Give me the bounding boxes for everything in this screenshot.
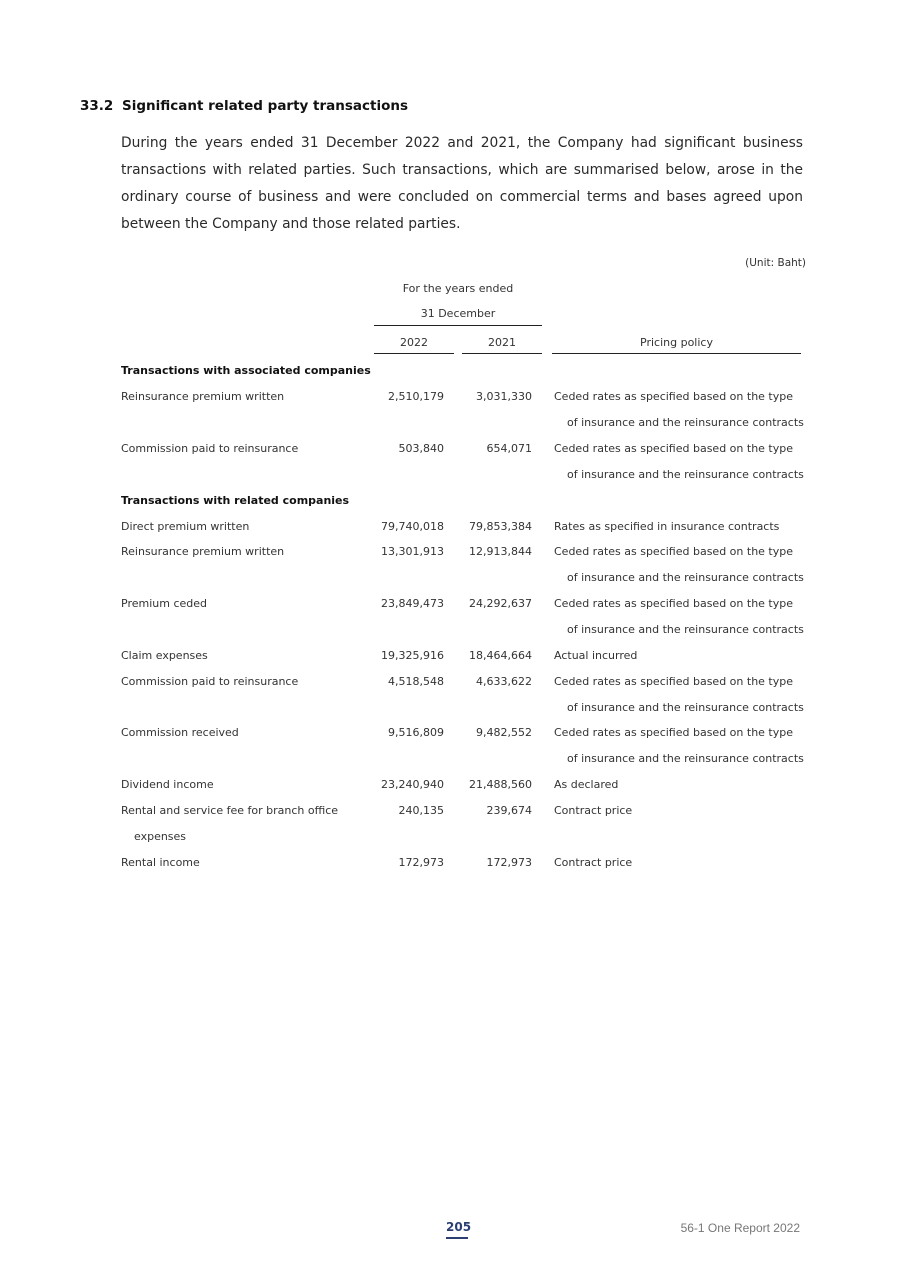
table-row [0,856,906,876]
header-rule-2021 [462,353,542,354]
group-title-related: Transactions with related companies [121,494,350,507]
row-label: Premium ceded [121,597,207,610]
table-row [0,778,906,798]
header-pricing-policy: Pricing policy [640,336,713,349]
section-heading [80,98,408,114]
row-label: Dividend income [121,778,214,791]
row-policy: Contract price [554,804,633,817]
row-value-2021: 4,633,622 [476,675,532,688]
row-policy-continued: of insurance and the reinsurance contracts [567,416,804,429]
page-number-underline [446,1237,468,1239]
row-policy-continued: of insurance and the reinsurance contracts [567,571,804,584]
row-label: Reinsurance premium written [121,545,285,558]
table-row [0,545,906,565]
row-policy-continued: of insurance and the reinsurance contracts [567,752,804,765]
table-row [0,597,906,617]
row-policy-continued: of insurance and the reinsurance contracts [567,701,804,714]
intro-paragraph: During the years ended 31 December 2022 and 2021, the Company had significant business transactions with related parties. Such transactions, which are summarised below, arose in the ordinary course of business and were concluded on commercial terms and bases agreed upon between the Company and those related parties. [121,135,803,232]
row-label: Commission paid to reinsurance [121,442,299,455]
table-row [0,442,906,462]
row-policy: As declared [554,778,619,791]
row-policy: Ceded rates as specified based on the type [554,390,793,403]
row-policy: Actual incurred [554,649,638,662]
row-policy: Ceded rates as specified based on the type [554,442,793,455]
header-rule-span [374,325,542,326]
row-label: Commission paid to reinsurance [121,675,299,688]
header-rule-2022 [374,353,454,354]
row-label-continued: expenses [134,830,187,843]
table-row [0,649,906,669]
row-value-2021: 18,464,664 [469,649,532,662]
row-policy: Ceded rates as specified based on the type [554,726,793,739]
row-value-2022: 19,325,916 [381,649,444,662]
row-value-2022: 172,973 [398,856,444,869]
row-label: Rental income [121,856,200,869]
row-policy-continued: of insurance and the reinsurance contracts [567,468,804,481]
table-row [0,804,906,824]
row-policy: Ceded rates as specified based on the type [554,545,793,558]
row-value-2021: 654,071 [486,442,532,455]
row-value-2022: 4,518,548 [388,675,444,688]
report-name: 56-1 One Report 2022 [680,1221,800,1235]
group-title-associated: Transactions with associated companies [121,364,371,377]
row-label: Rental and service fee for branch office [121,804,339,817]
row-value-2022: 13,301,913 [381,545,444,558]
table-row [0,726,906,746]
row-policy: Contract price [554,856,633,869]
table-row [0,520,906,540]
row-policy: Rates as specified in insurance contracts [554,520,780,533]
row-value-2021: 239,674 [486,804,532,817]
header-year-2021: 2021 [488,336,516,349]
row-value-2021: 172,973 [486,856,532,869]
row-value-2021: 79,853,384 [469,520,532,533]
row-value-2022: 2,510,179 [388,390,444,403]
row-value-2021: 3,031,330 [476,390,532,403]
row-label: Direct premium written [121,520,250,533]
row-value-2021: 21,488,560 [469,778,532,791]
row-label: Reinsurance premium written [121,390,285,403]
table-row [0,390,906,410]
row-policy: Ceded rates as specified based on the type [554,675,793,688]
table-row [0,675,906,695]
row-policy: Ceded rates as specified based on the type [554,597,793,610]
row-label: Claim expenses [121,649,208,662]
row-value-2022: 23,849,473 [381,597,444,610]
row-value-2021: 24,292,637 [469,597,532,610]
row-value-2022: 9,516,809 [388,726,444,739]
row-value-2021: 9,482,552 [476,726,532,739]
row-value-2022: 23,240,940 [381,778,444,791]
header-date: 31 December [420,307,496,320]
header-year-2022: 2022 [400,336,428,349]
section-title: Significant related party transactions [122,98,409,114]
row-value-2022: 240,135 [398,804,444,817]
row-value-2022: 503,840 [398,442,444,455]
row-value-2022: 79,740,018 [381,520,444,533]
row-policy-continued: of insurance and the reinsurance contracts [567,623,804,636]
header-rule-policy [552,353,801,354]
row-label: Commission received [121,726,239,739]
section-number: 33.2 [80,98,114,114]
page-number: 205 [446,1220,472,1234]
header-years-ended: For the years ended [402,282,514,295]
row-value-2021: 12,913,844 [469,545,532,558]
unit-label: (Unit: Baht) [745,257,806,269]
